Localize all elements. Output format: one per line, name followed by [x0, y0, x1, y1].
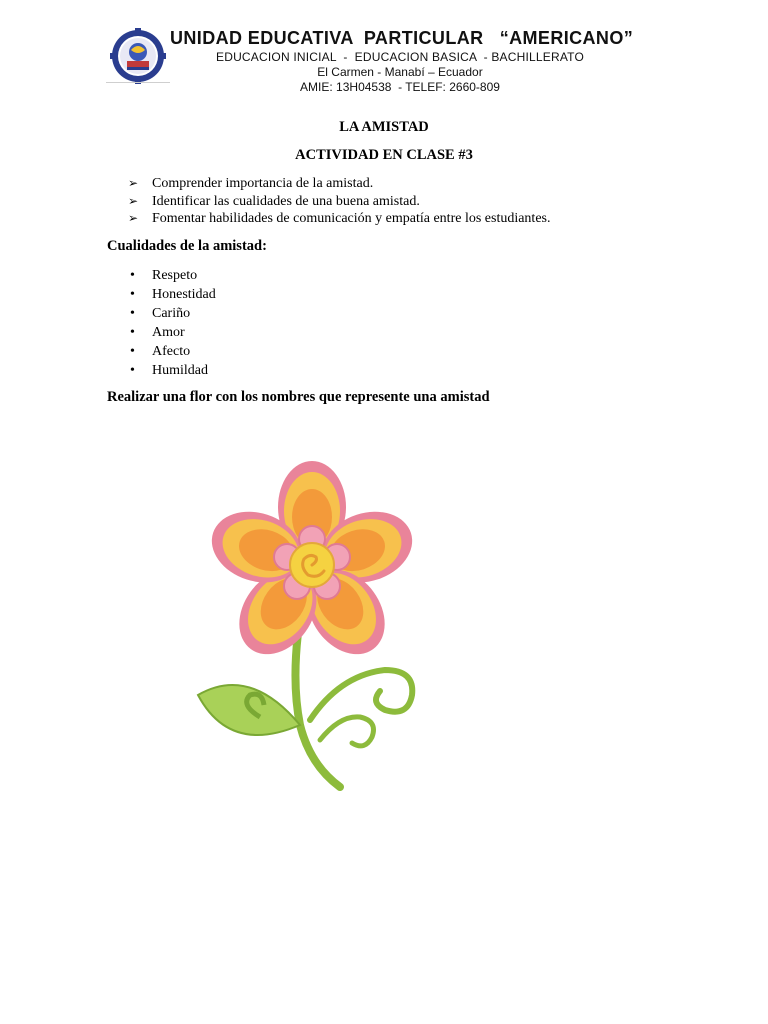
bullet-dot-icon: • [130, 287, 135, 302]
objectives-list [128, 175, 551, 228]
list-item [128, 304, 216, 323]
bullet-dot-icon: • [130, 344, 135, 359]
bullet-dot-icon: • [130, 363, 135, 378]
list-item [128, 266, 216, 285]
list-item [128, 285, 216, 304]
quality-text: Amor [152, 325, 185, 340]
qualities-heading: Cualidades de la amistad: [107, 238, 267, 254]
arrowhead-icon: ➢ [128, 211, 139, 225]
objective-text: Comprender importancia de la amistad. [152, 176, 374, 191]
school-levels: EDUCACION INICIAL - EDUCACION BASICA - BACHILLERATO [216, 50, 584, 64]
activity-subtitle: ACTIVIDAD EN CLASE #3 [295, 147, 473, 163]
logo-divider [106, 82, 170, 83]
qualities-list [128, 266, 216, 380]
quality-text: Honestidad [152, 287, 216, 302]
activity-instruction: Realizar una flor con los nombres que represente una amistad [107, 389, 490, 405]
school-contact: AMIE: 13H04538 - TELEF: 2660-809 [300, 80, 500, 94]
arrowhead-icon: ➢ [128, 176, 139, 190]
bullet-dot-icon: • [130, 306, 135, 321]
objective-item [128, 175, 551, 193]
objective-item [128, 193, 551, 211]
page-title: LA AMISTAD [339, 119, 429, 135]
bullet-dot-icon: • [130, 325, 135, 340]
quality-text: Afecto [152, 344, 191, 359]
school-logo [107, 28, 169, 84]
school-location: El Carmen - Manabí – Ecuador [317, 65, 483, 79]
objective-item [128, 210, 551, 228]
flower-illustration [190, 455, 430, 795]
list-item [128, 342, 216, 361]
quality-text: Cariño [152, 306, 191, 321]
objective-text: Fomentar habilidades de comunicación y empatía entre los estudiantes. [152, 211, 551, 226]
list-item [128, 361, 216, 380]
school-name: UNIDAD EDUCATIVA PARTICULAR “AMERICANO” [170, 28, 634, 48]
quality-text: Respeto [152, 268, 198, 283]
quality-text: Humildad [152, 363, 208, 378]
arrowhead-icon: ➢ [128, 193, 139, 208]
objective-text: Identificar las cualidades de una buena amistad. [152, 193, 420, 209]
list-item [128, 323, 216, 342]
bullet-dot-icon: • [130, 268, 135, 283]
